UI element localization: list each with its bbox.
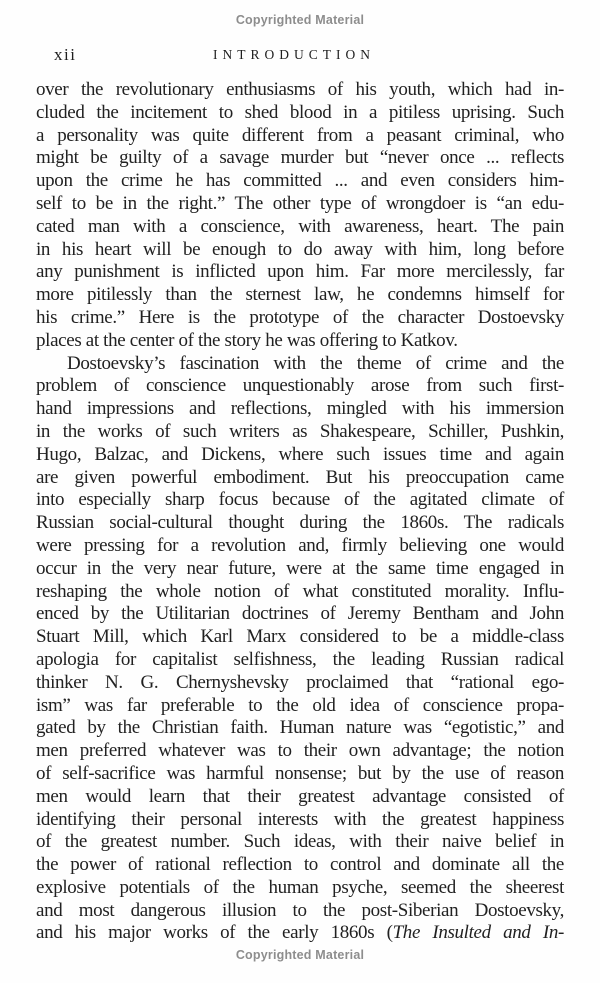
text-line: reshaping the whole notion of what constituted morality. Influ-	[36, 580, 564, 602]
text-line: into especially sharp focus because of the agitated climate of	[36, 489, 564, 511]
text-line: in his heart will be enough to do away with him, long before	[36, 238, 564, 260]
text-line: and most dangerous illusion to the post-Siberian Dostoevsky,	[36, 899, 564, 921]
text-line: more pitilessly than the sternest law, he condemns himself for	[36, 284, 564, 306]
text-line: Dostoevsky’s fascination with the theme of crime and the	[67, 352, 564, 374]
text-line: Stuart Mill, which Karl Marx considered to be a middle-class	[36, 626, 564, 648]
page-number: xii	[54, 45, 77, 64]
text-line: of self-sacrifice was harmful nonsense; but by the use of reason	[36, 762, 564, 784]
text-line: enced by the Utilitarian doctrines of Jeremy Bentham and John	[36, 603, 564, 625]
text-line: hand impressions and reflections, mingled with his immersion	[36, 398, 564, 420]
text-line: were pressing for a revolution and, firmly believing one would	[36, 534, 564, 556]
page-header	[0, 44, 600, 64]
text-line: upon the crime he has committed ... and even considers him-	[36, 170, 564, 192]
text-line: a personality was quite different from a peasant criminal, who	[36, 124, 564, 146]
text-line: self to be in the right.” The other type of wrongdoer is “an edu-	[36, 192, 564, 214]
text-line: the power of rational reflection to control and dominate all the	[36, 854, 564, 876]
text-line: thinker N. G. Chernyshevsky proclaimed that “rational ego-	[36, 671, 564, 693]
text-line: in the works of such writers as Shakespeare, Schiller, Pushkin,	[36, 420, 564, 442]
text-line: apologia for capitalist selfishness, the leading Russian radical	[36, 648, 564, 670]
text-line: ism” was far preferable to the old idea of conscience propa-	[36, 694, 564, 716]
text-line: might be guilty of a savage murder but “never once ... reflects	[36, 147, 564, 169]
text-line: places at the center of the story he was offering to Katkov.	[36, 329, 458, 351]
copyright-notice-bottom: Copyrighted Material	[235, 948, 365, 962]
copyright-notice-top: Copyrighted Material	[235, 13, 365, 27]
text-line: Russian social-cultural thought during the 1860s. The radicals	[36, 512, 564, 534]
text-line: cluded the incitement to shed blood in a pitiless uprising. Such	[36, 101, 564, 123]
text-line: gated by the Christian faith. Human nature was “egotistic,” and	[36, 717, 564, 739]
text-line: cated man with a conscience, with awareness, heart. The pain	[36, 215, 564, 237]
text-line: Hugo, Balzac, and Dickens, where such issues time and again	[36, 443, 564, 465]
text-line: men would learn that their greatest advantage consisted of	[36, 785, 564, 807]
text-line: his crime.” Here is the prototype of the character Dostoevsky	[36, 306, 564, 328]
text-line: and his major works of the early 1860s (The Insulted and In-	[36, 922, 564, 944]
text-line: any punishment is inflicted upon him. Far more mercilessly, far	[36, 261, 564, 283]
text-line: explosive potentials of the human psyche, seemed the sheerest	[36, 876, 564, 898]
text-line: of the greatest number. Such ideas, with their naive belief in	[36, 831, 564, 853]
text-line: men preferred whatever was to their own advantage; the notion	[36, 740, 564, 762]
text-line: over the revolutionary enthusiasms of his youth, which had in-	[36, 79, 564, 100]
running-head-title: INTRODUCTION	[213, 47, 375, 62]
text-line: are given powerful embodiment. But his preoccupation came	[36, 466, 564, 488]
text-line: occur in the very near future, were at the same time engaged in	[36, 557, 564, 579]
body-text	[36, 79, 564, 945]
text-line: identifying their personal interests with the greatest happiness	[36, 808, 564, 830]
text-line: problem of conscience unquestionably arose from such first-	[36, 375, 564, 397]
